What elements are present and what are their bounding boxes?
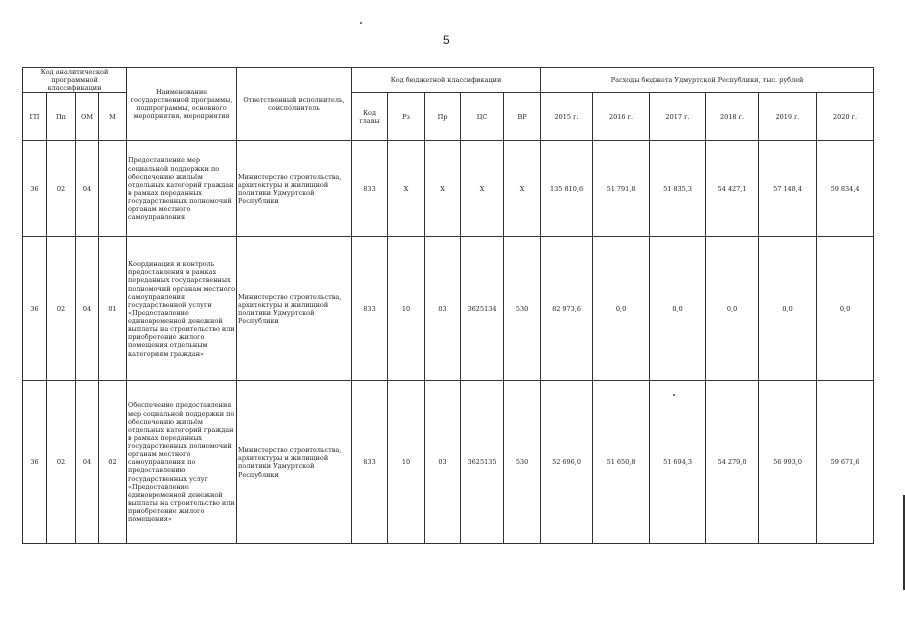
cell-2015: 52 696,0 xyxy=(541,381,593,544)
cell-executor: Министерство строительства, архитектуры и жилищной политики Удмуртской Республики xyxy=(237,237,352,381)
header-gp: ГП xyxy=(23,93,47,141)
cell-cs: X xyxy=(461,141,504,237)
cell-om: 04 xyxy=(76,381,99,544)
cell-name: Предоставление мер социальной поддержки по обеспечению жильём отдельных категорий граждан в рамках переданных государственных полномочий органам местного самоуправления xyxy=(127,141,237,237)
cell-2015: 82 973,6 xyxy=(541,237,593,381)
cell-2018: 54 279,0 xyxy=(706,381,759,544)
cell-rz: 10 xyxy=(388,237,425,381)
table-row xyxy=(23,141,874,237)
header-executor: Ответственный исполнитель, соисполнитель xyxy=(237,68,352,141)
cell-2020: 59 671,6 xyxy=(817,381,874,544)
cell-2016: 51 791,8 xyxy=(593,141,650,237)
cell-2018: 0,0 xyxy=(706,237,759,381)
cell-vr: 530 xyxy=(504,237,541,381)
cell-kod-glavy: 833 xyxy=(352,141,388,237)
cell-m: 01 xyxy=(99,237,127,381)
cell-2015: 135 810,6 xyxy=(541,141,593,237)
cell-pp: 02 xyxy=(47,141,76,237)
header-2018: 2018 г. xyxy=(706,93,759,141)
page-number: 5 xyxy=(443,33,450,47)
cell-pr: X xyxy=(425,141,461,237)
cell-name: Координация и контроль предоставления в рамках переданных государственных полномочий органам местного самоуправления государственной услуги «Предоставление единовременной денежной выплаты на строительство или приобретение жилого помещения отдельным категориям граждан» xyxy=(127,237,237,381)
header-om: ОМ xyxy=(76,93,99,141)
header-2019: 2019 г. xyxy=(759,93,817,141)
cell-name: Обеспечение предоставления мер социальной поддержки по обеспечению жильём отдельных категорий граждан в рамках переданных государственных полномочий органам местного самоуправления по предоставлению государственных услуг «Предоставление единовременной денежной выплаты на строительство или приобретение жилого помещения» xyxy=(127,381,237,544)
scan-speck xyxy=(360,22,362,24)
header-expenses: Расходы бюджета Удмуртской Республики, тыс. рублей xyxy=(541,68,874,93)
cell-executor: Министерство строительства, архитектуры и жилищной политики Удмуртской Республики xyxy=(237,381,352,544)
cell-executor: Министерство строительства, архитектуры и жилищной политики Удмуртской Республики xyxy=(237,141,352,237)
table-row xyxy=(23,237,874,381)
cell-kod-glavy: 833 xyxy=(352,237,388,381)
cell-2017: 51 694,3 xyxy=(650,381,706,544)
cell-pr: 03 xyxy=(425,381,461,544)
cell-2020: 0,0 xyxy=(817,237,874,381)
header-row-1 xyxy=(23,68,874,93)
cell-2016: 0,0 xyxy=(593,237,650,381)
header-2016: 2016 г. xyxy=(593,93,650,141)
header-analytic-code: Код аналитической программной классификации xyxy=(23,68,127,93)
cell-2019: 57 148,4 xyxy=(759,141,817,237)
header-kod-glavy: Код главы xyxy=(352,93,388,141)
header-cs: ЦС xyxy=(461,93,504,141)
cell-m: 02 xyxy=(99,381,127,544)
cell-2020: 59 834,4 xyxy=(817,141,874,237)
header-vr: ВР xyxy=(504,93,541,141)
header-m: М xyxy=(99,93,127,141)
cell-vr: X xyxy=(504,141,541,237)
cell-om: 04 xyxy=(76,237,99,381)
cell-rz: X xyxy=(388,141,425,237)
cell-cs: 3625134 xyxy=(461,237,504,381)
cell-pr: 03 xyxy=(425,237,461,381)
cell-2019: 0,0 xyxy=(759,237,817,381)
cell-rz: 10 xyxy=(388,381,425,544)
cell-2017: 51 835,3 xyxy=(650,141,706,237)
cell-gp: 36 xyxy=(23,237,47,381)
header-pr: Пр xyxy=(425,93,461,141)
cell-cs: 3625135 xyxy=(461,381,504,544)
header-pp: Пп xyxy=(47,93,76,141)
header-2015: 2015 г. xyxy=(541,93,593,141)
cell-vr: 530 xyxy=(504,381,541,544)
header-2020: 2020 г. xyxy=(817,93,874,141)
cell-gp: 36 xyxy=(23,381,47,544)
cell-gp: 36 xyxy=(23,141,47,237)
table-row xyxy=(23,381,874,544)
header-budget-code: Код бюджетной классификации xyxy=(352,68,541,93)
cell-2016: 51 650,8 xyxy=(593,381,650,544)
budget-table xyxy=(22,67,874,544)
cell-pp: 02 xyxy=(47,237,76,381)
cell-m xyxy=(99,141,127,237)
cell-om: 04 xyxy=(76,141,99,237)
header-name: Наименование государственной программы, подпрограммы, основного мероприятия, мероприятия xyxy=(127,68,237,141)
cell-pp: 02 xyxy=(47,381,76,544)
cell-2017: 0,0 xyxy=(650,237,706,381)
cell-2019: 56 993,0 xyxy=(759,381,817,544)
cell-kod-glavy: 833 xyxy=(352,381,388,544)
header-2017: 2017 г. xyxy=(650,93,706,141)
cell-2018: 54 427,1 xyxy=(706,141,759,237)
header-rz: Рз xyxy=(388,93,425,141)
